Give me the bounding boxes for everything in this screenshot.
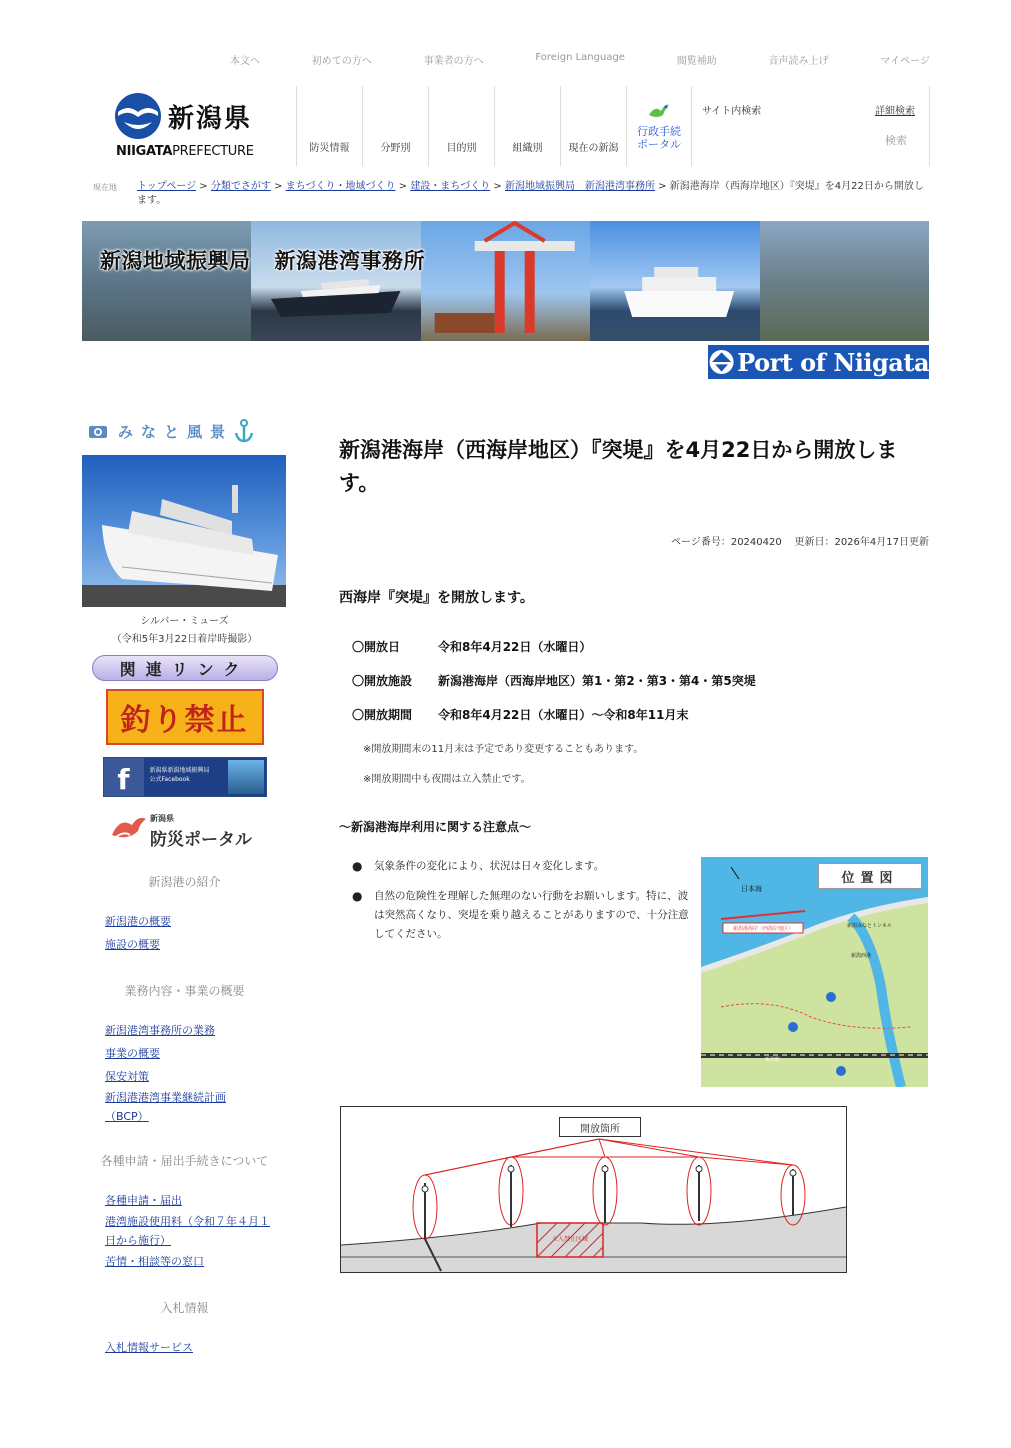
port-logo-text: Port of Niigata (737, 347, 929, 377)
info-key: 〇開放期間 (352, 708, 413, 722)
utility-link-skip[interactable]: 本文へ (230, 56, 260, 67)
map-title: 位置図 (818, 863, 922, 889)
banner-photo-cruise (590, 221, 759, 341)
caution-item (352, 887, 697, 944)
info-value: 新潟港海岸（西海岸地区）第1・第2・第3・第4・第5突堤 (438, 674, 756, 688)
camera-icon (88, 423, 108, 439)
side-links-bidding (82, 1336, 287, 1359)
info-open-date (352, 638, 912, 655)
bosai-small: 新潟県 (150, 814, 174, 823)
side-section-title: 各種申請・届出手続きについて (100, 1154, 269, 1168)
breadcrumb-current: 新潟港海岸（西海岸地区）『突堤』を4月22日から開放します。 (137, 181, 924, 206)
info-key: 〇開放施設 (352, 674, 413, 688)
bullet-icon: ● (352, 859, 363, 873)
breadcrumb-separator: > (493, 181, 502, 192)
minato-title: みなと風景 (118, 422, 234, 441)
banner-photo-ship (251, 221, 420, 341)
side-link-office-work[interactable]: 新潟港湾事務所の業務 (105, 1024, 215, 1037)
gnav-by-purpose[interactable]: 目的別 (428, 86, 494, 166)
breadcrumb-separator: > (658, 181, 667, 192)
utility-nav (230, 52, 930, 67)
gnav-disaster[interactable]: 防災情報 (296, 86, 362, 166)
facebook-icon: f (104, 758, 144, 796)
ship-illustration (251, 221, 420, 341)
caution-item (352, 857, 697, 876)
portal-line1: 行政手続 (637, 125, 681, 138)
side-link-port-overview[interactable]: 新潟港の概要 (105, 915, 171, 928)
breadcrumb (137, 180, 927, 208)
caution-text: 自然の危険性を理解した無理のない行動をお願いします。特に、波は突然高くなり、突堤を乗り越えることがありますので、十分注意してください。 (374, 890, 689, 940)
side-link-bidding-service[interactable]: 入札情報サービス (105, 1341, 193, 1354)
info-key: 〇開放日 (352, 640, 401, 654)
ibis-icon (110, 811, 148, 845)
map-label-west-port: 新潟西港 (851, 953, 872, 959)
facebook-banner-image (228, 760, 264, 794)
map-label-coast: 新潟港海岸（西海岸地区） (732, 926, 794, 932)
utility-link-accessibility[interactable]: 閲覧補助 (676, 56, 717, 67)
breadcrumb-separator: > (398, 181, 408, 192)
breadcrumb-construction[interactable]: 建設・まちづくり (410, 181, 491, 192)
bosai-main: 防災ポータル (150, 830, 252, 850)
location-map (701, 857, 928, 1087)
photo-caption-date: （令和5年3月22日着岸時撮影） (111, 634, 258, 645)
facebook-banner-text (144, 758, 266, 796)
side-links-applications (82, 1189, 287, 1273)
map-label-sea: 日本海 (741, 885, 762, 893)
office-banner (82, 221, 929, 341)
search-button[interactable]: 検索 (885, 134, 907, 147)
facebook-line2: 公式Facebook (149, 776, 190, 783)
facebook-banner[interactable] (103, 757, 267, 797)
info-period (352, 706, 912, 723)
breadcrumb-top[interactable]: トップページ (137, 181, 197, 192)
portal-line2: ポータル (637, 138, 681, 151)
side-link-security[interactable]: 保安対策 (105, 1070, 149, 1083)
utility-link-foreign-language[interactable]: Foreign Language (535, 52, 625, 63)
side-link-applications[interactable]: 各種申請・届出 (105, 1194, 182, 1207)
info-facilities (352, 672, 912, 689)
utility-link-business[interactable]: 事業者の方へ (423, 56, 484, 67)
side-link-project-overview[interactable]: 事業の概要 (105, 1047, 160, 1060)
banner-photo-aerial-port (760, 221, 929, 341)
site-logo[interactable] (114, 92, 264, 162)
advanced-search-link[interactable]: 詳細検索 (875, 106, 915, 117)
note-night: ※開放期間中も夜間は立入禁止です。 (363, 774, 531, 785)
bird-icon (647, 101, 671, 121)
info-value: 令和8年4月22日（水曜日） (438, 640, 592, 654)
breadcrumb-category[interactable]: 分類でさがす (210, 181, 271, 192)
gnav-by-organization[interactable]: 組織別 (494, 86, 560, 166)
breadcrumb-separator: > (274, 181, 283, 192)
photo-caption (82, 613, 287, 649)
side-link-complaints[interactable]: 苦情・相談等の窓口 (105, 1255, 204, 1268)
global-nav (296, 86, 692, 166)
gnav-by-field[interactable]: 分野別 (362, 86, 428, 166)
banner-photo-crane (421, 221, 590, 341)
cruise-ship-illustration (590, 221, 759, 341)
side-section-title: 業務内容・事業の概要 (124, 984, 245, 998)
breadcrumb-machizukuri[interactable]: まちづくり・地域づくり (285, 181, 396, 192)
search-input[interactable]: サイト内検索 (702, 106, 762, 117)
port-logo-icon (708, 345, 735, 379)
bullet-icon: ● (352, 889, 363, 903)
gnav-procedure-portal[interactable] (626, 86, 692, 166)
anchor-icon (233, 419, 255, 443)
page-title: 新潟港海岸（西海岸地区）『突堤』を4月22日から開放します。 (339, 438, 898, 495)
side-link-facility-overview[interactable]: 施設の概要 (105, 938, 160, 951)
port-of-niigata-logo (708, 345, 929, 379)
bosai-portal-banner[interactable] (110, 811, 287, 851)
side-section-title: 入札情報 (160, 1301, 209, 1315)
utility-link-first-time[interactable]: 初めての方へ (311, 56, 372, 67)
side-link-bcp[interactable]: 新潟港港湾事業継続計画（BCP） (105, 1091, 226, 1123)
caution-text: 気象条件の変化により、状況は日々変化します。 (374, 860, 605, 872)
niigata-logo-icon (114, 92, 162, 140)
logo-text-jp: 新潟県 (168, 104, 253, 134)
minato-heading (82, 415, 287, 447)
utility-link-mypage[interactable]: マイページ (880, 56, 930, 67)
map-label-station: 新潟駅 (765, 1057, 781, 1063)
gnav-current-niigata[interactable]: 現在の新潟 (560, 86, 626, 166)
diagram-label: 開放箇所 (559, 1117, 641, 1137)
map-label-tunnel: 新潟みなとトンネル (847, 923, 892, 929)
note-period-end: ※開放期間末の11月末は予定であり変更することもあります。 (363, 744, 644, 755)
logo-text-en: NIIGATAPREFECTURE (116, 144, 254, 159)
side-section-title: 新潟港の紹介 (148, 875, 221, 889)
section-subtitle: 西海岸『突堤』を開放します。 (339, 590, 534, 606)
banner-title: 新潟地域振興局 新潟港湾事務所 (100, 249, 425, 273)
breadcrumb-separator: > (199, 181, 208, 192)
site-search (690, 86, 930, 166)
banner-photo-aerial-city (82, 221, 251, 341)
side-links-intro (82, 910, 287, 956)
caution-title: ～新潟港海岸利用に関する注意点～ (339, 820, 532, 834)
crane-illustration (421, 221, 590, 341)
breadcrumb-label: 現在地 (93, 183, 117, 192)
side-link-facility-fees[interactable]: 港湾施設使用料（令和７年４月１日から施行） (105, 1215, 270, 1247)
open-area-diagram (340, 1106, 847, 1273)
breadcrumb-office[interactable]: 新潟地域振興局 新潟港湾事務所 (504, 181, 655, 192)
cruise-ship-photo (82, 455, 286, 607)
page-number: ページ番号：20240420 (671, 537, 782, 548)
fishing-ban-banner[interactable]: 釣り禁止 (106, 689, 264, 745)
location-map-graphic (701, 857, 928, 1087)
facebook-line1: 新潟県新潟地域振興局 (149, 767, 210, 774)
info-value: 令和8年4月22日（水曜日）～令和8年11月末 (438, 708, 689, 722)
diagram-area-label: 立入禁止区域 (551, 1236, 589, 1243)
updated-date: 更新日：2026年4月17日更新 (794, 537, 929, 548)
side-links-business (82, 1019, 287, 1126)
related-links-heading: 関連リンク (92, 655, 278, 681)
page-meta (520, 533, 929, 548)
utility-link-speech[interactable]: 音声読み上げ (768, 56, 829, 67)
photo-caption-name: シルバー・ミューズ (140, 616, 229, 627)
sidebar (82, 415, 287, 1359)
silver-muse-photo (82, 455, 286, 607)
